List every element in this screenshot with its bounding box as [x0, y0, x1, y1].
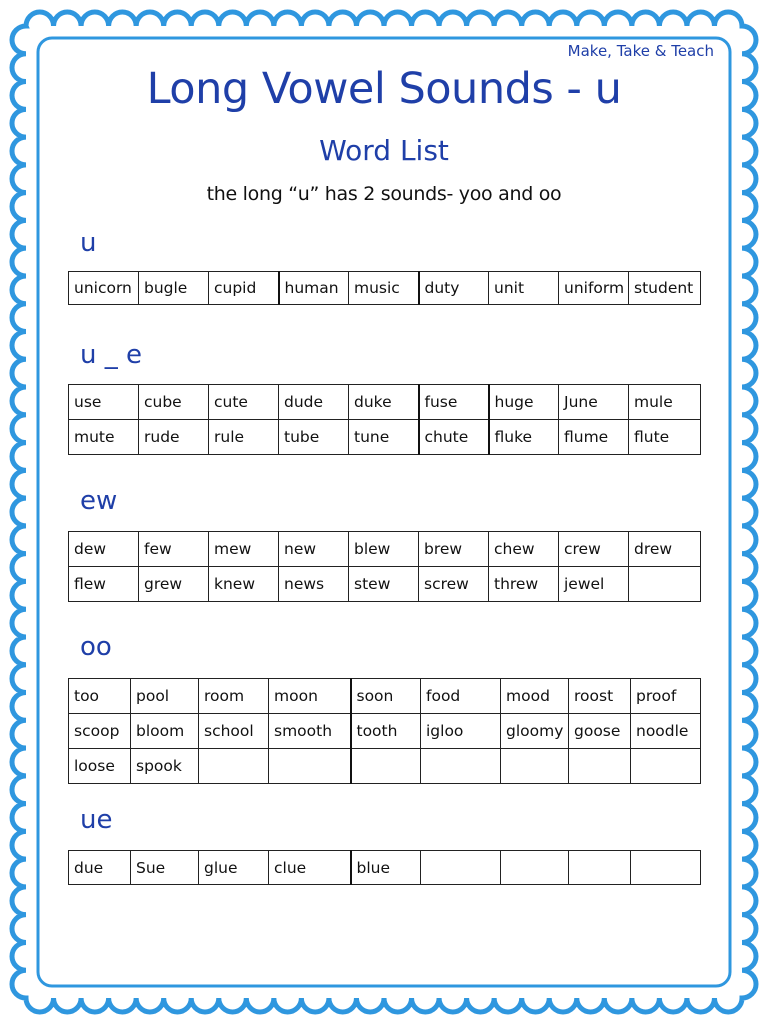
- word-cell: moon: [269, 679, 351, 714]
- section-heading: ue: [80, 805, 113, 835]
- section-heading: oo: [80, 632, 112, 662]
- word-cell: new: [279, 532, 349, 567]
- section-heading: ew: [80, 486, 118, 516]
- word-cell: goose: [569, 714, 631, 749]
- word-cell: cute: [209, 385, 279, 420]
- word-cell: room: [199, 679, 269, 714]
- word-cell: mew: [209, 532, 279, 567]
- word-cell: cube: [139, 385, 209, 420]
- word-cell: fuse: [419, 385, 489, 420]
- word-cell: [569, 749, 631, 784]
- word-cell: noodle: [631, 714, 701, 749]
- word-cell: jewel: [559, 567, 629, 602]
- word-cell: glue: [199, 851, 269, 885]
- word-cell: rule: [209, 420, 279, 455]
- word-cell: school: [199, 714, 269, 749]
- word-cell: [269, 749, 351, 784]
- word-cell: [631, 851, 701, 885]
- word-cell: igloo: [421, 714, 501, 749]
- word-cell: flute: [629, 420, 701, 455]
- word-cell: flume: [559, 420, 629, 455]
- word-cell: pool: [131, 679, 199, 714]
- word-cell: mute: [69, 420, 139, 455]
- word-cell: unicorn: [69, 272, 139, 305]
- table-row: [69, 714, 701, 749]
- word-cell: spook: [131, 749, 199, 784]
- word-cell: student: [629, 272, 701, 305]
- word-cell: chute: [419, 420, 489, 455]
- word-cell: tube: [279, 420, 349, 455]
- word-cell: rude: [139, 420, 209, 455]
- word-cell: bugle: [139, 272, 209, 305]
- word-cell: June: [559, 385, 629, 420]
- word-table: [68, 531, 701, 602]
- word-cell: chew: [489, 532, 559, 567]
- word-cell: bloom: [131, 714, 199, 749]
- word-cell: flew: [69, 567, 139, 602]
- word-cell: too: [69, 679, 131, 714]
- table-row: [69, 567, 701, 602]
- table-row: [69, 532, 701, 567]
- word-cell: soon: [351, 679, 421, 714]
- table-row: [69, 385, 701, 420]
- word-cell: brew: [419, 532, 489, 567]
- word-cell: duty: [419, 272, 489, 305]
- section-heading: u: [80, 228, 97, 258]
- word-table: [68, 271, 701, 305]
- word-cell: uniform: [559, 272, 629, 305]
- table-row: [69, 851, 701, 885]
- word-cell: [501, 851, 569, 885]
- word-cell: gloomy: [501, 714, 569, 749]
- page-title: Long Vowel Sounds - u: [146, 64, 622, 114]
- table-row: [69, 679, 701, 714]
- word-cell: [569, 851, 631, 885]
- table-row: [69, 749, 701, 784]
- word-cell: human: [279, 272, 349, 305]
- word-cell: use: [69, 385, 139, 420]
- word-cell: mule: [629, 385, 701, 420]
- word-cell: blew: [349, 532, 419, 567]
- word-cell: blue: [351, 851, 421, 885]
- inner-frame: [38, 38, 730, 986]
- word-cell: huge: [489, 385, 559, 420]
- table-row: [69, 272, 701, 305]
- word-cell: fluke: [489, 420, 559, 455]
- section-heading: u _ e: [80, 340, 143, 370]
- word-cell: grew: [139, 567, 209, 602]
- word-cell: few: [139, 532, 209, 567]
- word-cell: proof: [631, 679, 701, 714]
- word-cell: threw: [489, 567, 559, 602]
- word-table: [68, 678, 701, 784]
- word-cell: [421, 749, 501, 784]
- word-cell: due: [69, 851, 131, 885]
- word-table: [68, 384, 701, 455]
- word-cell: tooth: [351, 714, 421, 749]
- word-cell: [351, 749, 421, 784]
- word-cell: news: [279, 567, 349, 602]
- word-cell: dude: [279, 385, 349, 420]
- page-subtitle: Word List: [319, 134, 449, 167]
- word-cell: [501, 749, 569, 784]
- word-cell: cupid: [209, 272, 279, 305]
- word-cell: clue: [269, 851, 351, 885]
- word-cell: [631, 749, 701, 784]
- word-cell: loose: [69, 749, 131, 784]
- word-cell: knew: [209, 567, 279, 602]
- intro-text: the long “u” has 2 sounds- yoo and oo: [206, 183, 562, 205]
- word-cell: mood: [501, 679, 569, 714]
- word-cell: screw: [419, 567, 489, 602]
- word-cell: food: [421, 679, 501, 714]
- word-cell: [199, 749, 269, 784]
- word-table: [68, 850, 701, 885]
- word-cell: smooth: [269, 714, 351, 749]
- word-cell: scoop: [69, 714, 131, 749]
- table-row: [69, 420, 701, 455]
- word-cell: tune: [349, 420, 419, 455]
- word-cell: Sue: [131, 851, 199, 885]
- word-cell: unit: [489, 272, 559, 305]
- credit-text: Make, Take & Teach: [567, 42, 714, 60]
- word-cell: crew: [559, 532, 629, 567]
- word-cell: [629, 567, 701, 602]
- word-cell: roost: [569, 679, 631, 714]
- word-cell: drew: [629, 532, 701, 567]
- word-cell: stew: [349, 567, 419, 602]
- word-cell: music: [349, 272, 419, 305]
- word-cell: [421, 851, 501, 885]
- word-cell: duke: [349, 385, 419, 420]
- word-cell: dew: [69, 532, 139, 567]
